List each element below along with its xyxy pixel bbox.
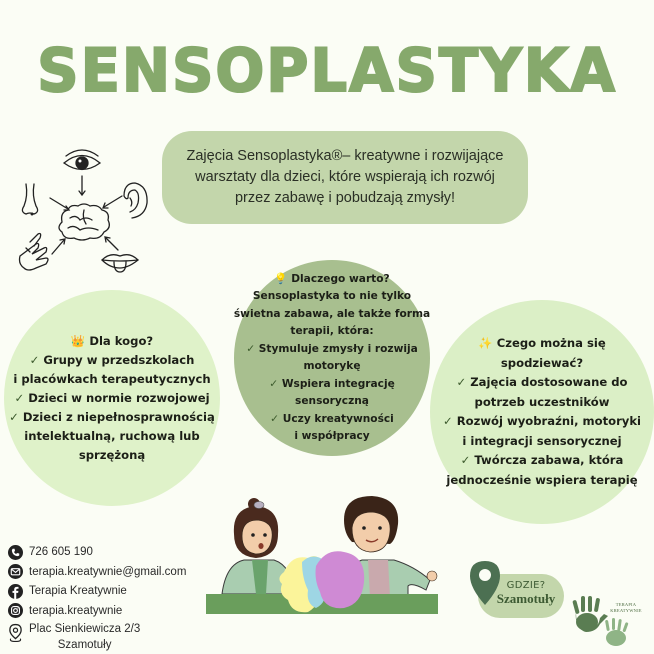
handprint-small-icon <box>605 618 629 646</box>
senses-diagram <box>10 148 155 283</box>
address-text: Plac Sienkiewicza 2/3 Szamotuły <box>29 623 141 651</box>
check-icon: ✓ <box>456 375 467 389</box>
check-icon: ✓ <box>460 453 471 467</box>
list-item: i współpracy <box>294 430 370 442</box>
location-pin-icon <box>8 623 23 643</box>
lightbulb-icon: 💡 <box>274 272 288 285</box>
mouth-icon <box>102 255 138 272</box>
list-item: sensoryczną <box>295 395 369 407</box>
check-icon: ✓ <box>442 414 453 428</box>
list-item: spodziewać? <box>500 355 584 370</box>
nose-icon <box>22 184 37 215</box>
contact-list <box>8 543 208 654</box>
handprint-icon <box>572 596 608 632</box>
list-item: ✓ Dzieci z niepełnosprawnością <box>9 409 215 424</box>
why-worth-it-circle <box>234 260 430 456</box>
intro-banner <box>162 131 528 224</box>
contact-instagram[interactable] <box>8 602 208 620</box>
for-whom-heading: 👑 Dla kogo? <box>70 333 154 348</box>
list-item: ✓ Twórcza zabawa, która <box>460 453 624 467</box>
intro-text: Zajęcia Sensoplastyka®– kreatywne i rozwijające warsztaty dla dzieci, które wspierają ich rozwój przez zabawę i pobudzają zmysły! <box>186 148 504 206</box>
list-item: ✓ Dzieci w normie rozwojowej <box>14 390 210 405</box>
crown-icon: 👑 <box>70 333 86 348</box>
phone-icon <box>8 545 23 560</box>
children-illustration <box>204 494 440 616</box>
list-item: motorykę <box>303 360 361 372</box>
contact-facebook[interactable] <box>8 582 208 600</box>
email-address: terapia.kreatywnie@gmail.com <box>29 565 187 578</box>
list-item: ✓ Rozwój wyobraźni, motoryki <box>442 414 642 428</box>
page-title: SENSOPLASTYKA <box>37 36 617 106</box>
list-item: ✓ Zajęcia dostosowane do <box>456 375 628 389</box>
contact-email[interactable] <box>8 563 208 581</box>
list-item: i placówkach terapeutycznych <box>13 371 211 386</box>
ear-icon <box>124 183 147 218</box>
map-pin-icon <box>468 560 502 606</box>
check-icon: ✓ <box>269 377 279 390</box>
list-item: Sensoplastyka to nie tylko <box>252 290 412 302</box>
list-item: sprzężoną <box>78 447 146 462</box>
why-heading: 💡 Dlaczego warto? <box>274 272 390 285</box>
hand-icon <box>20 234 49 271</box>
list-item: ✓ Stymuluje zmysły i rozwija <box>246 342 418 355</box>
list-item: intelektualną, ruchową lub <box>24 428 200 443</box>
check-icon: ✓ <box>9 409 19 424</box>
sparkles-icon: ✨ <box>478 336 493 350</box>
list-item: jednocześnie wspiera terapię <box>446 472 638 487</box>
facebook-icon <box>8 584 23 599</box>
list-item: świetna zabawa, ale także forma <box>233 307 431 320</box>
logo-text: TERAPIA KREATYWNIE <box>610 602 642 613</box>
check-icon: ✓ <box>246 342 256 355</box>
check-icon: ✓ <box>14 390 25 405</box>
instagram-handle: terapia.kreatywnie <box>29 604 123 617</box>
list-item: terapii, która: <box>290 325 374 337</box>
instagram-icon <box>8 603 23 618</box>
list-item: ✓ Wspiera integrację <box>269 377 395 390</box>
check-icon: ✓ <box>270 412 280 425</box>
expect-heading: ✨ Czego można się <box>478 336 606 350</box>
for-whom-circle <box>4 290 220 506</box>
eye-icon <box>64 150 100 170</box>
contact-address[interactable] <box>8 621 208 654</box>
list-item: ✓ Uczy kreatywności <box>270 412 394 425</box>
where-question: GDZIE? <box>506 580 546 591</box>
what-to-expect-circle <box>430 300 654 524</box>
list-item: i integracji sensorycznej <box>462 433 622 448</box>
colorful-blob <box>279 551 364 612</box>
contact-phone[interactable] <box>8 543 208 561</box>
list-item: potrzeb uczestników <box>474 394 610 409</box>
list-item: ✓ Grupy w przedszkolach <box>29 352 195 367</box>
where-city: Szamotuły <box>496 591 556 606</box>
phone-number: 726 605 190 <box>29 546 93 558</box>
facebook-name: Terapia Kreatywnie <box>29 585 127 597</box>
email-icon <box>8 564 23 579</box>
check-icon: ✓ <box>29 352 40 367</box>
